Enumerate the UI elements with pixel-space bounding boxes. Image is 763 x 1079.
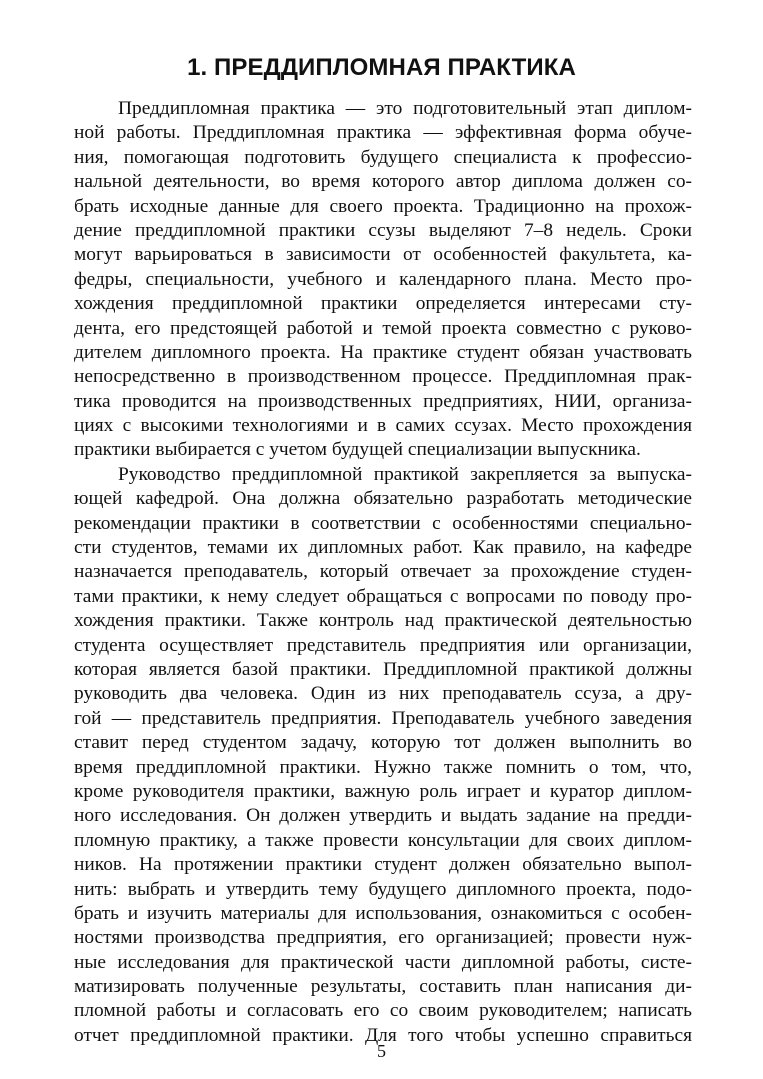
text-line: тами практики, к нему следует обращаться с вопросами по поводу про-: [74, 585, 692, 607]
text-line: практики выбирается с учетом будущей специализации выпускника.: [74, 439, 641, 461]
text-line: ного исследования. Он должен утвердить и выдать задание на предди-: [74, 805, 692, 827]
paragraph-2: [74, 463, 692, 1048]
page-number: 5: [377, 1041, 386, 1061]
text-line: брать и изучить материалы для использования, ознакомиться с особен-: [74, 902, 692, 924]
text-line: брать исходные данные для своего проекта. Традиционно на прохож-: [74, 195, 692, 217]
text-line: назначается преподаватель, который отвечает за прохождение студен-: [74, 561, 692, 583]
text-line: сти студентов, темами их дипломных работ. Как правило, на кафедре: [74, 537, 692, 559]
text-line: циях с высокими технологиями и в самих ссузах. Место прохождения: [74, 415, 692, 437]
text-line: гой — представитель предприятия. Преподаватель учебного заведения: [74, 707, 692, 729]
text-line: дение преддипломной практики ссузы выделяют 7–8 недель. Сроки: [74, 219, 692, 241]
text-line: ников. На протяжении практики студент должен обязательно выпол-: [74, 854, 692, 876]
document-body: [74, 97, 692, 1048]
page-title: 1. ПРЕДДИПЛОМНАЯ ПРАКТИКА: [187, 54, 576, 81]
text-line: Преддипломная практика — это подготовительный этап диплом-: [118, 98, 692, 119]
text-line: руководить два человека. Один из них преподаватель ссуза, а дру-: [74, 683, 692, 705]
text-line: непосредственно в производственном процессе. Преддипломная прак-: [74, 366, 692, 388]
text-line: хождения преддипломной практики определяется интересами сту-: [74, 293, 692, 315]
text-line: которая является базой практики. Преддипломной практикой должны: [74, 658, 692, 680]
text-line: ные исследования для практической части дипломной работы, систе-: [74, 951, 692, 973]
text-line: отчет преддипломной практики. Для того чтобы успешно справиться: [74, 1024, 692, 1046]
text-line: пломную практику, а также провести консультации для своих диплом-: [74, 829, 692, 851]
text-line: рекомендации практики в соответствии с особенностями специально-: [74, 512, 692, 534]
text-line: тика проводится на производственных предприятиях, НИИ, организа-: [74, 390, 692, 412]
text-line: пломной работы и согласовать его со своим руководителем; написать: [74, 1000, 692, 1022]
paragraph-1: [74, 97, 692, 463]
text-line: ния, помогающая подготовить будущего специалиста к профессио-: [74, 146, 692, 168]
text-line: ностями производства предприятия, его организацией; провести нуж-: [74, 927, 692, 949]
text-line: нить: выбрать и утвердить тему будущего дипломного проекта, подо-: [74, 878, 692, 900]
text-line: дителем дипломного проекта. На практике студент обязан участвовать: [74, 341, 692, 363]
text-line: дента, его предстоящей работой и темой проекта совместно с руково-: [74, 317, 692, 339]
text-line: время преддипломной практики. Нужно также помнить о том, что,: [74, 756, 692, 778]
text-line: ющей кафедрой. Она должна обязательно разработать методические: [74, 488, 692, 510]
text-line: Руководство преддипломной практикой закрепляется за выпуска-: [118, 463, 692, 485]
text-line: могут варьироваться в зависимости от особенностей факультета, ка-: [74, 244, 692, 266]
text-line: студента осуществляет представитель предприятия или организации,: [74, 634, 692, 656]
text-line: хождения практики. Также контроль над практической деятельностью: [74, 610, 692, 632]
text-line: кроме руководителя практики, важную роль играет и куратор диплом-: [74, 780, 692, 802]
text-line: нальной деятельности, во время которого автор диплома должен со-: [74, 171, 692, 193]
text-line: ставит перед студентом задачу, которую тот должен выполнить во: [74, 732, 692, 754]
text-line: ной работы. Преддипломная практика — эффективная форма обуче-: [74, 122, 692, 144]
text-line: матизировать полученные результаты, составить план написания ди-: [74, 976, 692, 998]
text-line: федры, специальности, учебного и календарного плана. Место про-: [74, 268, 692, 290]
